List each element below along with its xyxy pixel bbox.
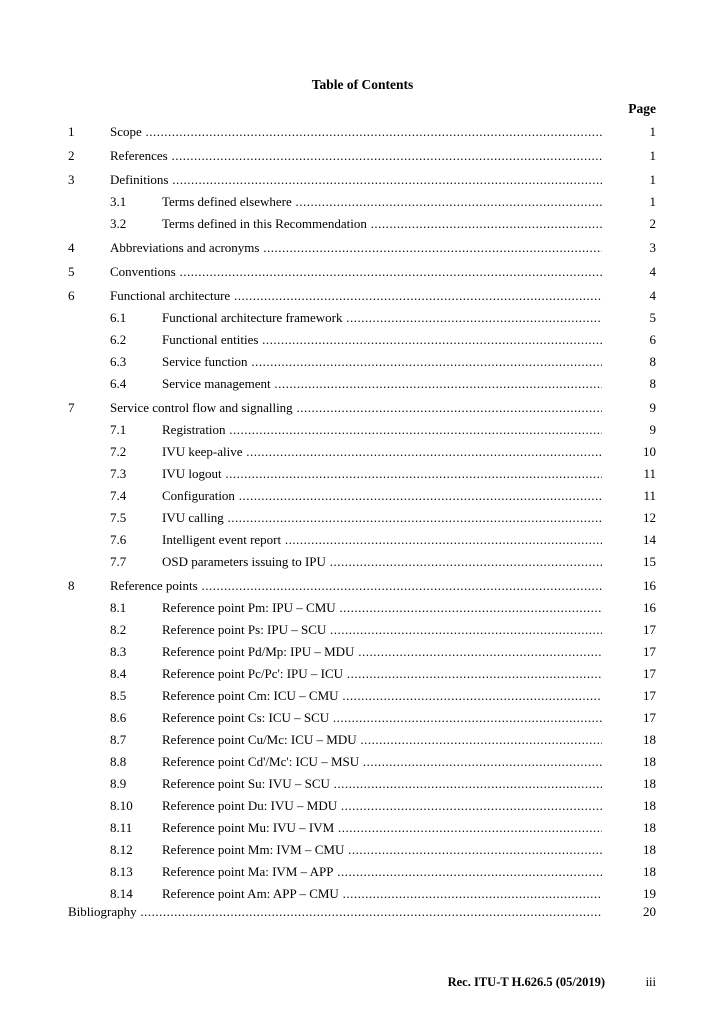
- toc-entry-number: 8.10: [110, 798, 133, 813]
- toc-entry-title: Reference point Ps: IPU – SCU .....: [162, 621, 602, 639]
- toc-entry-title: IVU calling .....: [162, 509, 602, 527]
- toc-entry-title: Definitions .....: [110, 171, 602, 189]
- toc-entry-number: 8.6: [110, 710, 127, 725]
- toc-entry-page: 11: [643, 488, 656, 503]
- toc-entry-title: Reference point Pd/Mp: IPU – MDU .....: [162, 643, 602, 661]
- toc-entry-number: 5: [68, 264, 75, 279]
- toc-entry-number: 3: [68, 172, 75, 187]
- toc-entry-title: Bibliography .....: [68, 903, 602, 921]
- toc-entry[interactable]: [0, 643, 725, 661]
- toc-entry[interactable]: [0, 665, 725, 683]
- toc-entry-title: Service control flow and signalling .....: [110, 399, 602, 417]
- toc-entry-title: Intelligent event report .....: [162, 531, 602, 549]
- toc-entry-page: 1: [649, 148, 656, 163]
- toc-entry-title: Reference point Pm: IPU – CMU .....: [162, 599, 602, 617]
- toc-entry-number: 6: [68, 288, 75, 303]
- toc-entry-number: 8.1: [110, 600, 127, 615]
- toc-entry-number: 7: [68, 400, 75, 415]
- toc-entry-number: 8.13: [110, 864, 133, 879]
- toc-entry[interactable]: [0, 193, 725, 211]
- toc-entry-page: 20: [643, 904, 656, 919]
- toc-entry-number: 8.11: [110, 820, 133, 835]
- toc-entry-number: 8.5: [110, 688, 127, 703]
- toc-entry-page: 5: [649, 310, 656, 325]
- toc-entry-page: 9: [649, 422, 656, 437]
- toc-entry[interactable]: [0, 287, 725, 305]
- toc-entry-page: 16: [643, 600, 656, 615]
- toc-entry[interactable]: [0, 353, 725, 371]
- toc-entry-number: 7.3: [110, 466, 127, 481]
- toc-entry[interactable]: [0, 147, 725, 165]
- toc-entry-number: 7.7: [110, 554, 127, 569]
- toc-entry-title: Reference point Cm: ICU – CMU .....: [162, 687, 602, 705]
- toc-entry-page: 8: [649, 354, 656, 369]
- toc-entry[interactable]: [0, 797, 725, 815]
- toc-entry[interactable]: [0, 309, 725, 327]
- toc-entry[interactable]: [0, 375, 725, 393]
- toc-entry-title: Reference point Pc/Pc': IPU – ICU .....: [162, 665, 602, 683]
- toc-entry-number: 6.4: [110, 376, 127, 391]
- toc-entry-number: 6.1: [110, 310, 127, 325]
- toc-entry-title: Functional entities .....: [162, 331, 602, 349]
- toc-entry-number: 8.14: [110, 886, 133, 901]
- toc-entry-number: 7.1: [110, 422, 127, 437]
- toc-entry[interactable]: [0, 885, 725, 903]
- toc-entry[interactable]: [0, 465, 725, 483]
- toc-entry-title: Reference point Ma: IVM – APP .....: [162, 863, 602, 881]
- toc-entry-number: 8.12: [110, 842, 133, 857]
- toc-entry-page: 17: [643, 710, 656, 725]
- toc-entry-page: 17: [643, 622, 656, 637]
- toc-entry-page: 1: [649, 124, 656, 139]
- toc-entry[interactable]: [0, 599, 725, 617]
- toc-entry[interactable]: [0, 421, 725, 439]
- footer-page-number: iii: [645, 975, 656, 989]
- toc-entry-page: 17: [643, 688, 656, 703]
- toc-entry-title: Reference point Cu/Mc: ICU – MDU .....: [162, 731, 602, 749]
- toc-entry-number: 4: [68, 240, 75, 255]
- toc-entry-title: Reference point Mm: IVM – CMU .....: [162, 841, 602, 859]
- toc-entry-page: 15: [643, 554, 656, 569]
- toc-entry-number: 6.2: [110, 332, 127, 347]
- toc-entry-title: Service function .....: [162, 353, 602, 371]
- toc-entry-number: 3.1: [110, 194, 127, 209]
- toc-entry-title: Registration .....: [162, 421, 602, 439]
- toc-entry-title: Reference point Am: APP – CMU .....: [162, 885, 602, 903]
- toc-entry-title: IVU logout .....: [162, 465, 602, 483]
- toc-entry[interactable]: [0, 443, 725, 461]
- toc-entry-page: 14: [643, 532, 656, 547]
- toc-entry[interactable]: [0, 753, 725, 771]
- toc-entry-page: 18: [643, 842, 656, 857]
- toc-entry[interactable]: [0, 903, 725, 921]
- toc-entry-page: 4: [649, 288, 656, 303]
- toc-entry[interactable]: [0, 487, 725, 505]
- toc-entry-page: 17: [643, 666, 656, 681]
- toc-entry-number: 1: [68, 124, 75, 139]
- toc-entry-title: Reference point Su: IVU – SCU .....: [162, 775, 602, 793]
- toc-entry-title: Configuration .....: [162, 487, 602, 505]
- toc-entry-title: Reference points .....: [110, 577, 602, 595]
- toc-entry-number: 7.2: [110, 444, 127, 459]
- toc-entry[interactable]: [0, 531, 725, 549]
- toc-entry-title: References .....: [110, 147, 602, 165]
- toc-entry-number: 8.7: [110, 732, 127, 747]
- toc-entry-page: 18: [643, 798, 656, 813]
- toc-entry-title: Reference point Cs: ICU – SCU .....: [162, 709, 602, 727]
- toc-entry-number: 2: [68, 148, 75, 163]
- toc-entry-title: Service management .....: [162, 375, 602, 393]
- toc-entry-page: 1: [649, 194, 656, 209]
- toc-entry-title: Scope .....: [110, 123, 602, 141]
- toc-entry-page: 11: [643, 466, 656, 481]
- toc-entry-number: 8.2: [110, 622, 127, 637]
- toc-entry-number: 8.4: [110, 666, 127, 681]
- toc-entry-number: 7.5: [110, 510, 127, 525]
- footer-reference: Rec. ITU-T H.626.5 (05/2019): [447, 975, 605, 989]
- toc-entry-page: 10: [643, 444, 656, 459]
- toc-entry[interactable]: [0, 399, 725, 417]
- toc-entry[interactable]: [0, 553, 725, 571]
- toc-entry[interactable]: [0, 331, 725, 349]
- toc-entry-page: 1: [649, 172, 656, 187]
- toc-entry-number: 8.9: [110, 776, 127, 791]
- toc-entry-number: 8.3: [110, 644, 127, 659]
- toc-entry-title: Reference point Cd'/Mc': ICU – MSU .....: [162, 753, 602, 771]
- toc-entry-number: 7.6: [110, 532, 127, 547]
- toc-entry-page: 4: [649, 264, 656, 279]
- toc-entry-page: 18: [643, 754, 656, 769]
- toc-entry-number: 7.4: [110, 488, 127, 503]
- toc-entry[interactable]: [0, 239, 725, 257]
- toc-entry-number: 8: [68, 578, 75, 593]
- toc-entry-page: 9: [649, 400, 656, 415]
- toc-entry-page: 12: [643, 510, 656, 525]
- page-column-header: Page: [628, 101, 656, 116]
- toc-entry-page: 2: [649, 216, 656, 231]
- toc-entry-title: Conventions .....: [110, 263, 602, 281]
- toc-entry-page: 18: [643, 864, 656, 879]
- toc-entry-page: 6: [649, 332, 656, 347]
- toc-entry-page: 18: [643, 732, 656, 747]
- toc-entry-title: Functional architecture .....: [110, 287, 602, 305]
- toc-entry[interactable]: [0, 263, 725, 281]
- toc-entry[interactable]: [0, 215, 725, 233]
- toc-entry-title: Terms defined elsewhere .....: [162, 193, 602, 211]
- toc-entry-page: 19: [643, 886, 656, 901]
- toc-entry[interactable]: [0, 171, 725, 189]
- toc-entry-title: OSD parameters issuing to IPU .....: [162, 553, 602, 571]
- toc-entry-title: Abbreviations and acronyms .....: [110, 239, 602, 257]
- toc-entry-page: 18: [643, 820, 656, 835]
- toc-entry[interactable]: [0, 577, 725, 595]
- toc-entry[interactable]: [0, 775, 725, 793]
- toc-entry-page: 16: [643, 578, 656, 593]
- toc-entry-page: 3: [649, 240, 656, 255]
- toc-entry[interactable]: [0, 687, 725, 705]
- toc-entry[interactable]: [0, 731, 725, 749]
- toc-entry-page: 8: [649, 376, 656, 391]
- toc-entry-number: 3.2: [110, 216, 127, 231]
- toc-entry[interactable]: [0, 509, 725, 527]
- toc-entry-title: Reference point Mu: IVU – IVM .....: [162, 819, 602, 837]
- toc-entry-title: Terms defined in this Recommendation .....: [162, 215, 602, 233]
- toc-entry-number: 6.3: [110, 354, 127, 369]
- toc-entry-number: 8.8: [110, 754, 127, 769]
- toc-entry[interactable]: [0, 819, 725, 837]
- toc-entry-title: Reference point Du: IVU – MDU .....: [162, 797, 602, 815]
- toc-entry-title: IVU keep-alive .....: [162, 443, 602, 461]
- toc-entry[interactable]: [0, 841, 725, 859]
- page-title: Table of Contents: [311, 77, 414, 92]
- toc-entry-title: Functional architecture framework .....: [162, 309, 602, 327]
- toc-entry-page: 17: [643, 644, 656, 659]
- toc-entry-page: 18: [643, 776, 656, 791]
- toc-entry[interactable]: [0, 621, 725, 639]
- toc-entry[interactable]: [0, 709, 725, 727]
- toc-entry[interactable]: [0, 863, 725, 881]
- toc-entry[interactable]: [0, 123, 725, 141]
